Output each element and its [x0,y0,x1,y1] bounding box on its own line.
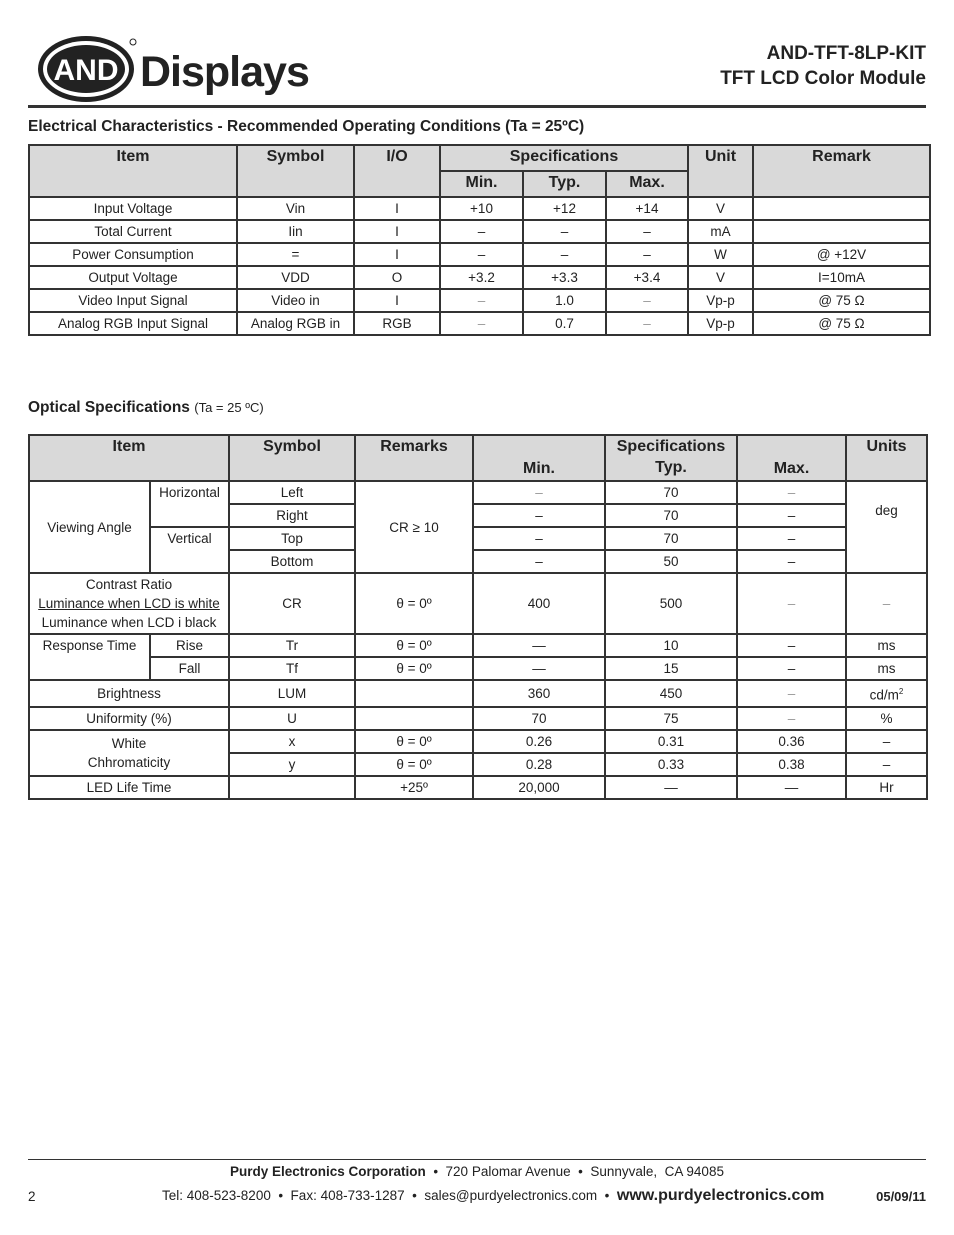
cell-typ: – [523,243,606,266]
cell-max: – [606,243,688,266]
cell-symbol: Video in [237,289,354,312]
cell-typ: 0.31 [605,730,737,753]
table-row [29,243,930,266]
footer-rule [28,1159,926,1160]
cell-typ: 0.7 [523,312,606,335]
table-row [29,289,930,312]
cell-uniformity: Uniformity (%) [29,707,229,730]
model-number: AND-TFT-8LP-KIT [766,43,926,64]
cell-symbol: y [229,753,355,776]
table-row [29,776,927,799]
cell-io: I [354,243,440,266]
cell-remark: @ +12V [753,243,930,266]
cell-max: – [606,220,688,243]
cell-vertical: Vertical [150,527,229,573]
product-name: TFT LCD Color Module [720,68,926,89]
contrast-numerator: Luminance when LCD is white [38,596,220,611]
cell-min: 0.28 [473,753,605,776]
contrast-label: Contrast Ratio [85,577,173,592]
cell-remark: @ 75 Ω [753,312,930,335]
cell-led-life: LED Life Time [29,776,229,799]
cell-min: – [440,289,523,312]
col-symbol: Symbol [229,435,355,481]
cell-typ: 70 [605,504,737,527]
cell-symbol [229,776,355,799]
cell-max: – [737,481,846,504]
electrical-title: Electrical Characteristics - Recommended Operating Conditions (Ta = 25ºC) [28,118,585,135]
col-typ: Typ. [523,171,606,197]
cell-max: – [737,550,846,573]
document-header [720,41,926,91]
cell-item: Video Input Signal [29,289,237,312]
company-address: • 720 Palomar Avenue • Sunnyvale, CA 94085 [425,1164,724,1179]
col-unit: Unit [688,145,753,197]
cell-min: – [473,481,605,504]
cell-io: O [354,266,440,289]
cell-max: – [737,634,846,657]
cell-remark: θ = 0º [355,573,473,634]
cell-remark: θ = 0º [355,657,473,680]
cell-remark: θ = 0º [355,634,473,657]
cell-min: 400 [473,573,605,634]
cell-min: +3.2 [440,266,523,289]
cell-symbol: Tr [229,634,355,657]
unit-text: cd/m [869,687,899,703]
table-row [29,481,927,504]
cell-remark: θ = 0º [355,753,473,776]
cell-io: RGB [354,312,440,335]
cell-max: – [606,312,688,335]
cell-max: – [737,680,846,707]
cell-typ: 50 [605,550,737,573]
company-name: Purdy Electronics Corporation [230,1164,426,1179]
cell-rise: Rise [150,634,229,657]
cell-bottom: Bottom [229,550,355,573]
page-number: 2 [28,1189,36,1204]
chroma-label-2: Chhromaticity [87,754,171,770]
cell-unit: – [846,730,927,753]
col-max-label: Max. [773,460,810,477]
col-item: Item [29,435,229,481]
cell-io: I [354,289,440,312]
optical-table [28,434,928,800]
cell-symbol: Iin [237,220,354,243]
cell-max: – [737,504,846,527]
cell-max: 0.38 [737,753,846,776]
cell-typ: 450 [605,680,737,707]
col-min: Min. [440,171,523,197]
cell-viewing-remark: CR ≥ 10 [355,481,473,573]
cell-typ: +3.3 [523,266,606,289]
cell-item: Input Voltage [29,197,237,220]
cell-remark [753,220,930,243]
col-symbol: Symbol [237,145,354,197]
cell-max: 0.36 [737,730,846,753]
table-row [29,220,930,243]
document-date: 05/09/11 [876,1189,926,1204]
col-specifications: Specifications [616,438,726,455]
col-io: I/O [354,145,440,197]
table-row [29,730,927,753]
chroma-label-1: White [111,735,147,751]
col-typ-label: Typ. [655,459,687,476]
contact-text: Tel: 408-523-8200 • Fax: 408-733-1287 • sales@purdyelectronics.com • [162,1188,617,1203]
col-max [737,435,846,481]
unit-superscript: 2 [898,687,904,696]
contact-info [162,1187,824,1205]
cell-unit: – [846,573,927,634]
cell-remark: @ 75 Ω [753,289,930,312]
cell-remark: +25º [355,776,473,799]
cell-min: – [440,312,523,335]
cell-symbol: Vin [237,197,354,220]
cell-max: – [737,573,846,634]
contrast-denominator: Luminance when LCD i black [41,615,217,630]
cell-max: – [737,707,846,730]
cell-io: I [354,197,440,220]
col-min-label: Min. [523,460,555,477]
cell-unit: V [688,197,753,220]
cell-max: – [737,657,846,680]
cell-horizontal: Horizontal [150,481,229,527]
logo-and-text: AND [53,54,119,87]
col-remarks: Remarks [355,435,473,481]
cell-typ: 500 [605,573,737,634]
cell-item: Output Voltage [29,266,237,289]
cell-item: Analog RGB Input Signal [29,312,237,335]
col-typ [605,435,737,481]
cell-brightness: Brightness [29,680,229,707]
cell-min: 0.26 [473,730,605,753]
cell-typ: 75 [605,707,737,730]
cell-typ: 70 [605,527,737,550]
electrical-table [28,144,931,336]
logo-displays-text: Displays [140,48,309,96]
cell-viewing-angle: Viewing Angle [29,481,150,573]
cell-typ: 70 [605,481,737,504]
cell-symbol: U [229,707,355,730]
cell-typ: +12 [523,197,606,220]
header-rule [28,105,926,108]
cell-contrast-ratio [29,573,229,634]
cell-typ: 0.33 [605,753,737,776]
cell-symbol: VDD [237,266,354,289]
table-row [29,266,930,289]
cell-max: — [737,776,846,799]
cell-typ: 1.0 [523,289,606,312]
table-row [29,312,930,335]
col-min [473,435,605,481]
cell-remark: I=10mA [753,266,930,289]
cell-min: — [473,634,605,657]
table-row [29,197,930,220]
cell-min: — [473,657,605,680]
cell-typ: 10 [605,634,737,657]
cell-left: Left [229,481,355,504]
cell-min: – [473,527,605,550]
cell-remark [753,197,930,220]
cell-symbol: LUM [229,680,355,707]
cell-unit [846,680,927,707]
cell-max: +3.4 [606,266,688,289]
and-displays-logo [36,33,336,105]
cell-unit: Vp-p [688,289,753,312]
cell-typ: – [523,220,606,243]
cell-unit: – [846,753,927,776]
cell-symbol: x [229,730,355,753]
cell-symbol: Analog RGB in [237,312,354,335]
cell-unit: V [688,266,753,289]
cell-unit: Vp-p [688,312,753,335]
cell-unit: % [846,707,927,730]
cell-white-chromaticity [29,730,229,776]
cell-min: 70 [473,707,605,730]
cell-min: 360 [473,680,605,707]
cell-min: +10 [440,197,523,220]
optical-title-text: Optical Specifications [28,399,190,416]
col-specifications: Specifications [440,145,688,171]
col-units: Units [846,435,927,481]
cell-item: Total Current [29,220,237,243]
cell-typ: 15 [605,657,737,680]
optical-title [28,399,264,417]
cell-symbol: CR [229,573,355,634]
table-row [29,657,927,680]
cell-unit: W [688,243,753,266]
table-row [29,634,927,657]
cell-min: – [440,243,523,266]
website-link[interactable]: www.purdyelectronics.com [616,1187,825,1204]
cell-remark: θ = 0º [355,730,473,753]
cell-item: Power Consumption [29,243,237,266]
col-max: Max. [606,171,688,197]
table-row [29,573,927,634]
cell-response-time: Response Time [29,634,150,680]
table-row [29,707,927,730]
cell-typ: — [605,776,737,799]
footer-address-line [0,1164,954,1179]
cell-io: I [354,220,440,243]
cell-viewing-unit: deg [846,481,927,573]
cell-max: – [737,527,846,550]
cell-right: Right [229,504,355,527]
cell-min: – [473,504,605,527]
cell-remark [355,680,473,707]
cell-min: 20,000 [473,776,605,799]
cell-min: – [440,220,523,243]
cell-unit: Hr [846,776,927,799]
col-remark: Remark [753,145,930,197]
cell-unit: ms [846,657,927,680]
optical-title-condition: (Ta = 25 ºC) [194,400,264,415]
cell-top: Top [229,527,355,550]
table-row [29,680,927,707]
cell-max: – [606,289,688,312]
cell-symbol: Tf [229,657,355,680]
cell-max: +14 [606,197,688,220]
cell-unit: mA [688,220,753,243]
cell-remark [355,707,473,730]
table-row [29,527,927,550]
cell-unit: ms [846,634,927,657]
col-item: Item [29,145,237,197]
cell-fall: Fall [150,657,229,680]
cell-symbol: = [237,243,354,266]
cell-min: – [473,550,605,573]
